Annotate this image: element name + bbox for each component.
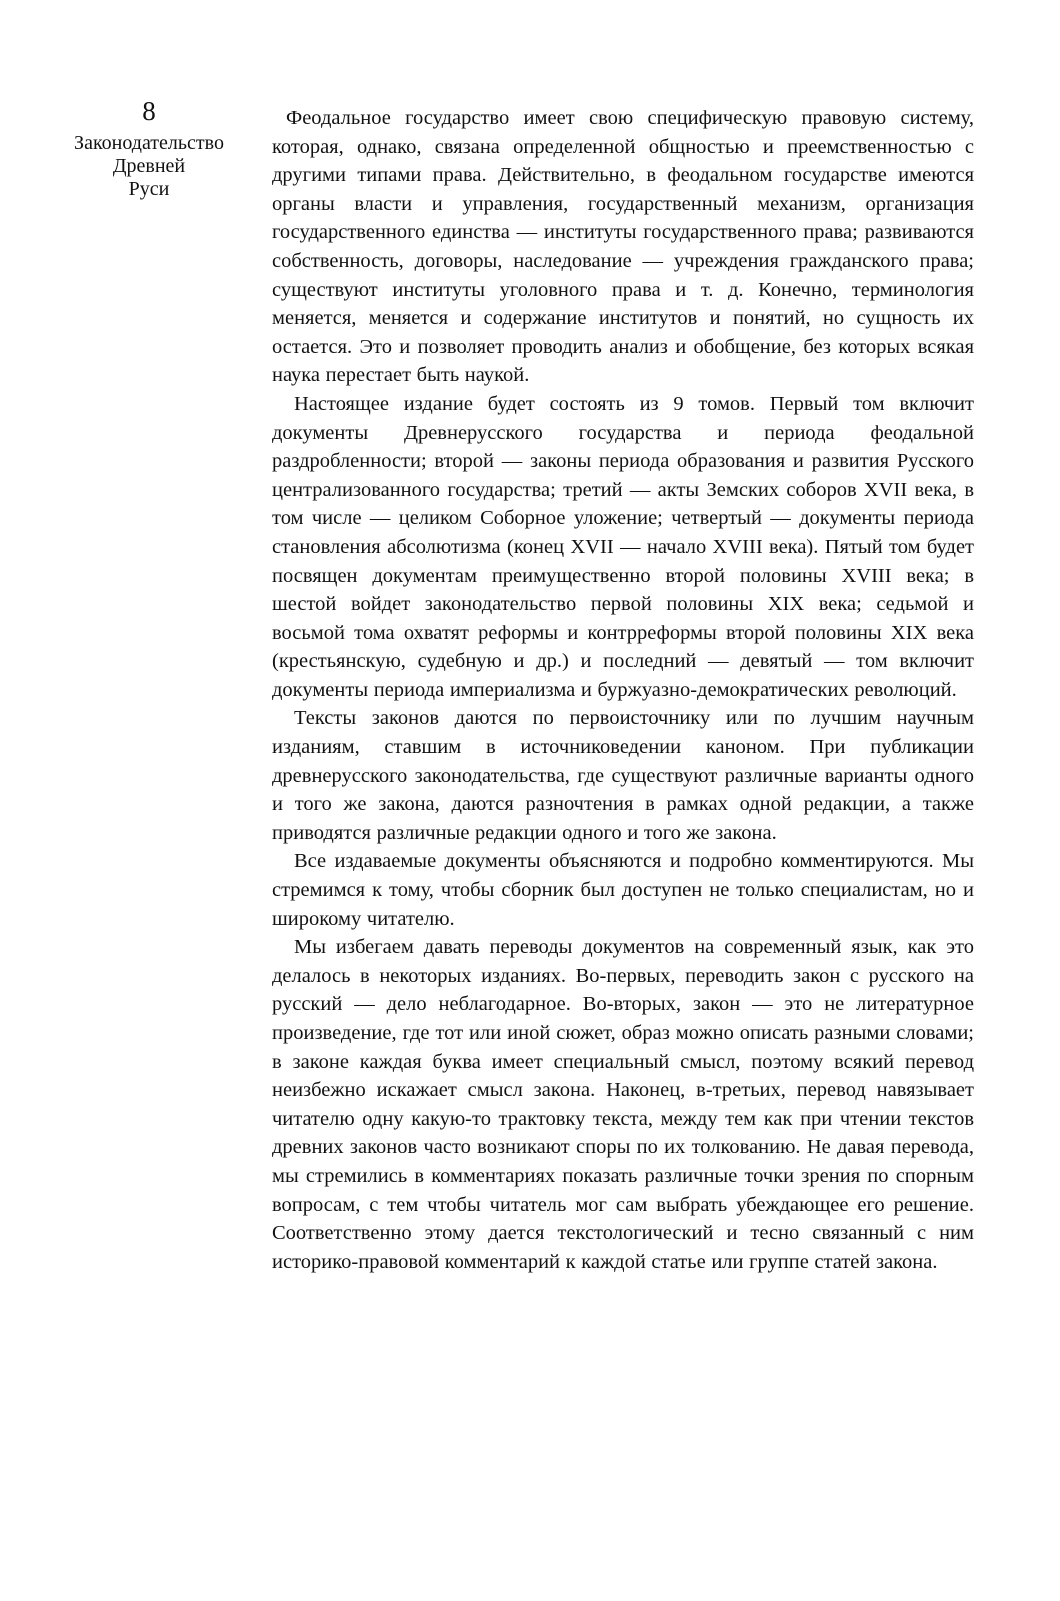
paragraph: Настоящее издание будет состоять из 9 томов. Первый том включит документы Древнерусского государства и периода феодальной раздробленности; второй — законы периода образования и развития Русского централизованного государства; третий — акты Земских соборов XVII века, в том числе — целиком Соборное уложение; четвертый — документы периода становления абсолютизма (конец XVII — начало XVIII века). Пятый том будет посвящен документам преимущественно второй половины XVIII века; в шестой войдет законодательство первой половины XIX века; седьмой и восьмой тома охватят реформы и контрреформы второй половины XIX века (крестьянскую, судебную и др.) и последний — девятый — том включит документы периода империализма и буржуазно-демократических революций. (272, 392, 974, 701)
running-head (56, 132, 242, 201)
paragraph: Мы избегаем давать переводы документов на современный язык, как это делалось в некоторых изданиях. Во-первых, переводить закон с русского на русский — дело неблагодарное. Во-вторых, закон — это не литературное произведение, где тот или иной сюжет, образ можно описать разными словами; в законе каждая буква имеет специальный смысл, поэтому всякий перевод неизбежно искажает смысл закона. Наконец, в-третьих, перевод навязывает читателю одну какую-то трактовку текста, между тем как при чтении текстов древних законов часто возникают споры по их толкованию. Не давая перевода, мы стремились в комментариях показать различные точки зрения по спорным вопросам, с тем чтобы читатель мог сам выбрать убеждающее его решение. Соответственно этому дается текстологический и тесно связанный с ним историко-правовой комментарий к каждой статье или группе статей закона. (272, 936, 974, 1273)
body-text (272, 104, 974, 1276)
margin-column (56, 96, 242, 201)
running-head-line: Законодательство (74, 132, 224, 154)
paragraph: Все издаваемые документы объясняются и подробно комментируются. Мы стремимся к тому, чтобы сборник был доступен не только специалистам, но и широкому читателю. (272, 850, 974, 930)
paragraph: Феодальное государство имеет свою специфическую правовую систему, которая, однако, связана определенной общностью и преемственностью с другими типами права. Действительно, в феодальном государстве имеются органы власти и управления, государственный механизм, организация государственного единства — институты государственного права; развиваются собственность, договоры, наследование — учреждения гражданского права; существуют институты уголовного права и т. д. Конечно, терминология меняется, меняется и содержание институтов и понятий, но сущность их остается. Это и позволяет проводить анализ и обобщение, без которых всякая наука перестает быть наукой. (272, 107, 974, 387)
running-head-line: Руси (128, 178, 170, 200)
paragraph: Тексты законов даются по первоисточнику или по лучшим научным изданиям, ставшим в источниковедении каноном. При публикации древнерусского законодательства, где существуют различные варианты одного и того же закона, даются разночтения в рамках одной редакции, а также приводятся различные редакции одного и того же закона. (272, 707, 974, 844)
page-number: 8 (142, 96, 156, 126)
running-head-line: Древней (112, 155, 186, 177)
